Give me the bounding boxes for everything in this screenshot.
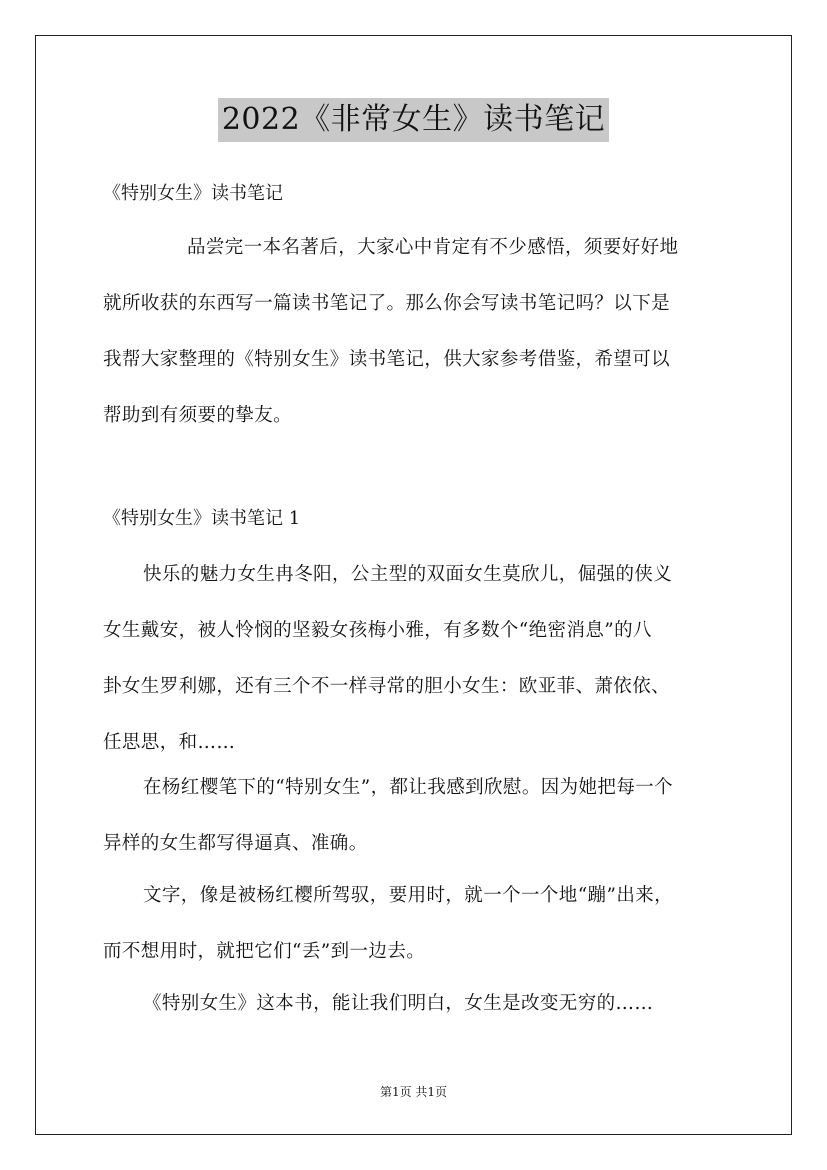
paragraph-line: 女生戴安，被人怜悯的坚毅女孩梅小雅，有多数个“绝密消息”的八 <box>103 620 652 641</box>
heading-2: 《特别女生》读书笔记 1 <box>103 508 301 529</box>
document-title-container <box>0 98 827 142</box>
paragraph-3 <box>103 868 735 980</box>
paragraph-line: 品尝完一本名著后，大家心中肯定有不少感悟，须要好好地 <box>187 237 679 258</box>
paragraph-line: 而不想用时，就把它们“丢”到一边去。 <box>103 941 426 962</box>
paragraph-line: 在杨红樱笔下的“特别女生”，都让我感到欣慰。因为她把每一个 <box>143 777 674 798</box>
paragraph-1 <box>103 547 735 771</box>
paragraph-line: 快乐的魅力女生冉冬阳，公主型的双面女生莫欣儿，倔强的侠义 <box>143 564 673 585</box>
paragraph-line: 卦女生罗利娜，还有三个不一样寻常的胆小女生：欧亚菲、萧依依、 <box>103 676 671 697</box>
document-title: 2022《非常女生》读书笔记 <box>218 98 609 142</box>
paragraph-line: 帮助到有须要的挚友。 <box>103 405 293 426</box>
paragraph-2 <box>103 760 735 872</box>
paragraph-line: 我帮大家整理的《特别女生》读书笔记，供大家参考借鉴，希望可以 <box>103 349 671 370</box>
paragraph-line: 《特别女生》这本书，能让我们明白，女生是改变无穷的…… <box>143 993 654 1014</box>
heading-1: 《特别女生》读书笔记 <box>103 183 283 204</box>
paragraph-4 <box>103 976 735 1032</box>
paragraph-line: 文字，像是被杨红樱所驾驭，要用时，就一个一个地“蹦”出来， <box>143 885 674 906</box>
paragraph-line: 任思思，和…… <box>103 732 236 753</box>
page-number: 第1页 共1页 <box>379 1085 448 1099</box>
intro-paragraph <box>103 220 735 444</box>
paragraph-line: 就所收获的东西写一篇读书笔记了。那么你会写读书笔记吗？以下是 <box>103 293 671 314</box>
paragraph-line: 异样的女生都写得逼真、准确。 <box>103 833 368 854</box>
page-footer <box>0 1084 827 1100</box>
